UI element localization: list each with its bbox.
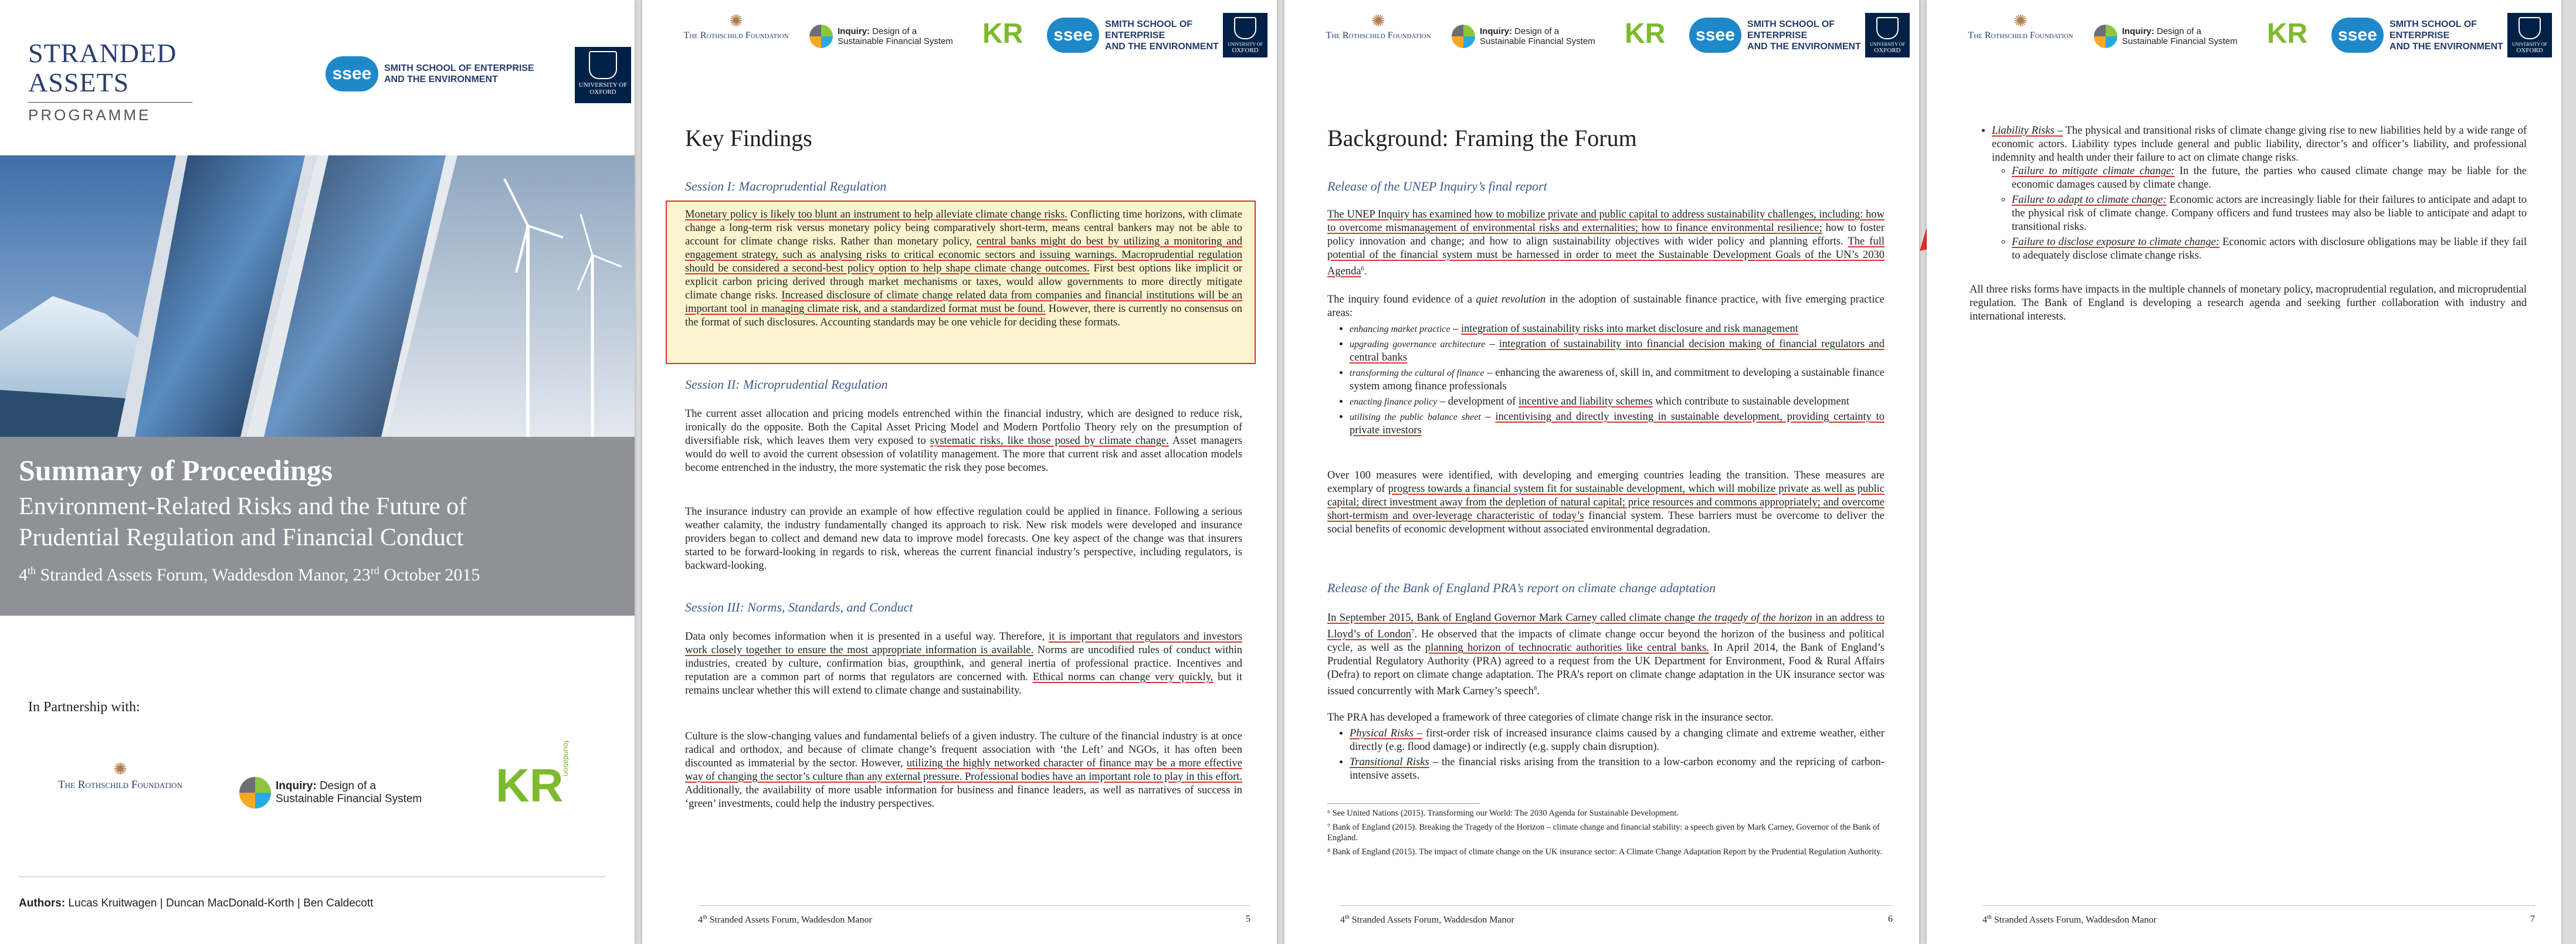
rothschild-logo: ✺ The Rothschild Foundation xyxy=(1320,13,1437,41)
footer-label: 4th Stranded Assets Forum, Waddesdon Manor xyxy=(1340,914,1514,925)
list-item: • transforming the cultural of finance – enhancing the awareness of, skill in, and commitment to developing a sustainable finance system among finance professionals xyxy=(1350,366,1884,393)
section-heading-3: Session III: Norms, Standards, and Conduct xyxy=(685,600,913,614)
partnership-label: In Partnership with: xyxy=(28,699,140,715)
section-heading-boe: Release of the Bank of England PRA’s report on climate change adaptation xyxy=(1327,580,1716,595)
inquiry-circle-icon xyxy=(2094,25,2117,48)
inquiry-logo: Inquiry: Design of a Sustainable Financial System xyxy=(809,25,953,48)
footnote-7: ⁷ Bank of England (2015). Breaking the Tragedy of the Horizon – climate change and financial stability: a speech given by Mark Carney, Governor of the Bank of England. xyxy=(1327,823,1880,843)
list-item: • utilising the public balance sheet – incentivising and directly investing in sustainable development, providing certainty to private investors xyxy=(1350,410,1884,437)
programme-subtitle: PROGRAMME xyxy=(28,106,151,124)
conclusion-paragraph: All three risks forms have impacts in the multiple channels of monetary policy, macroprudential regulation, and microprudential regulation. The Bank of England is developing a research agenda and seeking further collaboration with industry and international interests. xyxy=(1970,284,2527,322)
footnote-6: ⁶ See United Nations (2015). Transforming our World: The 2030 Agenda for Sustainable Development. xyxy=(1327,809,1679,818)
session-1-findings: Monetary policy is likely too blunt an instrument to help alleviate climate change risks. Conflicting time horizons, with climate change a long-term risk versus monetary policy being comparatively short-term, means central bankers may not be able to account for climate change risks. Rather than monetary policy, central banks might do best by utilizing a monitoring and engagement strategy, such as analysing risks to critical economic sectors and issuing warnings. Macroprudential regulation should be considered a second-best policy option to help shape climate change outcomes. First best options like implicit or explicit carbon pricing derived through market mechanisms or taxes, would allow governments to more directly mitigate climate change risks. Increased disclosure of climate change related data from companies and financial institutions will be an important tool in managing climate risk, and a standardized format must be found. However, there is currently no consensus on the format of such disclosures. Accounting standards may be one vehicle for deciding these formats. xyxy=(685,209,1243,328)
quiet-revolution-paragraph: The inquiry found evidence of a quiet revolution in the adoption of sustainable finance practice, with five emerging practice areas: xyxy=(1327,294,1884,319)
cover-page xyxy=(0,0,635,944)
page-liability-risks xyxy=(1927,0,2561,944)
authors-line: Authors: Lucas Kruitwagen | Duncan MacDonald-Korth | Ben Caldecott xyxy=(19,897,374,909)
list-item: ◦ Failure to adapt to climate change: Economic actors are increasingly liable for their failures to anticipate and adapt to the physical risk of climate change. Company officers and fund trustees may also be liable to anticipate and adapt to transitional risks. xyxy=(2012,193,2527,234)
list-item: • enhancing market practice – integration of sustainability risks into market disclosure and risk management xyxy=(1350,322,1884,336)
session-2-paragraph-1: The current asset allocation and pricing models entrenched within the financial industry, which are designed to reduce risk, ironically do the opposite. Both the Capital Asset Pricing Model and Modern Portfolio Theory rely on the presumption of diversifiable risk, which leaves them very exposed to systematic risks, like those posed by climate change. Asset managers would do well to avoid the current obsession of volatility management. The more that current risk and asset allocation models become entrenched in the industry, the more systematic the risk they pose becomes. xyxy=(685,408,1242,474)
oxford-crest-icon: UNIVERSITY OF OXFORD xyxy=(1223,13,1267,57)
cover-subtitle-line2: Prudential Regulation and Financial Conduct xyxy=(19,524,464,551)
liability-risks-list xyxy=(1970,124,2527,264)
rothschild-star-icon: ✺ xyxy=(729,12,743,30)
list-item: • enacting finance policy – development of incentive and liability schemes which contribute to sustainable development xyxy=(1350,395,1884,409)
list-item: ◦ Failure to disclose exposure to climate change: Economic actors with disclosure obligations may be liable if they fail to adequately disclose climate change risks. xyxy=(2012,236,2527,263)
list-item: • Transitional Risks – the financial risks arising from the transition to a low-carbon economy and the repricing of carbon-intensive assets. xyxy=(1350,756,1884,783)
page-footer xyxy=(1982,905,2535,925)
page-key-findings xyxy=(642,0,1277,944)
page-footer xyxy=(1340,905,1893,925)
section-heading-2: Session II: Microprudential Regulation xyxy=(685,377,888,392)
ssee-logo-group: ssee SMITH SCHOOL OF ENTERPRISE AND THE ENVIRONMENT xyxy=(2331,18,2538,53)
ssee-logo-group xyxy=(326,56,534,91)
cover-photo-illustration xyxy=(0,155,635,437)
page-number: 6 xyxy=(1888,914,1893,924)
oxford-label: UNIVERSITY OF OXFORD xyxy=(578,82,628,96)
ssee-logo-icon: ssee xyxy=(326,56,378,91)
rothschild-name: The Rothschild Foundation xyxy=(58,779,182,791)
risk-categories-list xyxy=(1327,727,1884,785)
session-3-paragraph-1: Data only becomes information when it is presented in a useful way. Therefore, it is important that regulators and investors work closely together to ensure the most appropriate information is available. Norms are uncodified rules of conduct within industries, created by culture, confirmation bias, groupthink, and general inertia of professional practice. Incentives and reputation are a common part of norms that regulators are concerned with. Ethical norms can change very quickly, but it remains unclear whether this will extend to climate change and sustainability. xyxy=(685,631,1243,697)
page-background xyxy=(1284,0,1919,944)
rothschild-star-icon: ✺ xyxy=(2014,12,2028,30)
ssee-logo-icon: ssee xyxy=(1047,18,1099,53)
page-footer xyxy=(698,905,1250,925)
programme-title-line1: STRANDED xyxy=(28,38,177,68)
footer-label: 4th Stranded Assets Forum, Waddesdon Manor xyxy=(698,914,872,925)
page-number: 5 xyxy=(1246,914,1250,924)
oxford-crest-icon xyxy=(575,47,631,103)
ssee-name-line2: AND THE ENVIRONMENT xyxy=(384,74,498,84)
ssee-logo-icon: ssee xyxy=(2331,18,2384,53)
oxford-crest-icon: UNIVERSITY OF OXFORD xyxy=(2507,13,2552,57)
practice-areas-list xyxy=(1327,322,1884,439)
oxford-crest-icon: UNIVERSITY OF OXFORD xyxy=(1865,13,1910,57)
list-item: • Physical Risks – first-order risk of increased insurance claims caused by a changing climate and extreme weather, either directly (e.g. flood damage) or indirectly (e.g. supply chain disruption). xyxy=(1350,727,1884,754)
page-title: Key Findings xyxy=(685,125,812,151)
measures-paragraph: Over 100 measures were identified, with developing and emerging countries leading the transition. These measures are exemplary of progress towards a financial system fit for sustainable development, which will mobilize private as well as public capital; direct investment away from the depletion of natural capital; price resources and commons appropriately; and overcome short-termism and over-leverage characteristic of today’s financial system. These barriers must be overcome to deliver the social benefits of economic development without associated environmental degradation. xyxy=(1327,470,1884,535)
footnotes xyxy=(1327,808,1884,857)
page-number: 7 xyxy=(2530,914,2535,924)
page-header-logos xyxy=(1962,12,2547,60)
rothschild-star-icon: ✺ xyxy=(113,760,127,779)
ssee-logo-group: ssee SMITH SCHOOL OF ENTERPRISE AND THE ENVIRONMENT xyxy=(1689,18,1896,53)
ssee-name-line1: SMITH SCHOOL OF ENTERPRISE xyxy=(384,63,534,73)
inquiry-circle-icon xyxy=(1452,25,1475,48)
page-header-logos xyxy=(1320,12,1905,60)
rothschild-star-icon: ✺ xyxy=(1371,12,1385,30)
cover-photo-collage xyxy=(0,155,635,437)
pra-framework-paragraph: The PRA has developed a framework of three categories of climate change risk in the insurance sector. xyxy=(1327,712,1774,724)
inquiry-logo: Inquiry: Design of a Sustainable Financial System xyxy=(2094,25,2238,48)
kr-foundation-logo: KR xyxy=(1625,18,1666,49)
cover-subtitle-line1: Environment-Related Risks and the Future of xyxy=(19,493,467,520)
cover-title-band xyxy=(0,437,635,616)
unep-paragraph: The UNEP Inquiry has examined how to mobilize private and public capital to address sustainability challenges, including: how to overcome mismanagement of environmental risks and externalities; how to finance environmental resilience; how to foster policy innovation and change; and how to align sustainability objectives with wider policy and planning efforts. The full potential of the financial system must be harnessed in order to meet the Sustainable Development Goals of the UN’s 2030 Agenda$^6$. xyxy=(1327,209,1885,278)
kr-foundation-logo: KR xyxy=(982,18,1023,49)
boe-paragraph: In September 2015, Bank of England Governor Mark Carney called climate change the tragedy of the horizon in an address to Lloyd’s of London$^7$. He observed that the impacts of climate change occur beyond the horizon of the business and political cycle, as well as the planning horizon of technocratic authorities like central banks. In April 2014, the Bank of England’s Prudential Regulatory Authority (PRA) agreed to a request from the UK Department for Environment, Food & Rural Affairs (Defra) to report on climate change adaptation. The PRA’s report on climate change adaptation in the UK insurance sector was issued concurrently with Mark Carney’s speech$^8$. xyxy=(1327,612,1884,698)
list-item: • upgrading governance architecture – integration of sustainability into financial decision making of financial regulators and central banks xyxy=(1350,338,1884,365)
kr-foundation-logo: KR foundation xyxy=(496,741,571,811)
inquiry-logo: Inquiry: Design of a Sustainable Financial System xyxy=(1452,25,1595,48)
rothschild-logo xyxy=(32,761,208,792)
rothschild-logo: ✺ The Rothschild Foundation xyxy=(1962,13,2079,41)
section-heading-1: Session I: Macroprudential Regulation xyxy=(685,179,887,193)
ssee-logo-icon: ssee xyxy=(1689,18,1741,53)
inquiry-circle-icon xyxy=(239,777,271,809)
footnote-8: ⁸ Bank of England (2015). The impact of climate change on the UK insurance sector: A Climate Change Adaptation Report by the Prudential Regulation Authority. xyxy=(1327,847,1883,857)
forum-date: 4th Stranded Assets Forum, Waddesdon Manor, 23rd October 2015 xyxy=(19,565,480,585)
programme-title-line2: ASSETS xyxy=(28,67,130,97)
page-header-logos xyxy=(677,12,1263,60)
inquiry-circle-icon xyxy=(809,25,833,48)
session-3-paragraph-2: Culture is the slow-changing values and fundamental beliefs of a given industry. The culture of the financial industry is at once radical and orthodox, and because of climate change’s frequent association with ‘the Left’ and NGOs, it has often been discounted as immaterial by the sector. However, utilizing the highly networked character of finance may be a more effective way of changing the sector’s culture than any external pressure. Professional bodies have an important role to play in this effort. Additionally, the availability of more usable information for business and finance leaders, as well as narratives of success in ‘green’ investments, could help the industry perspectives. xyxy=(685,731,1242,810)
section-heading-unep: Release of the UNEP Inquiry’s final report xyxy=(1327,179,1547,193)
footer-label: 4th Stranded Assets Forum, Waddesdon Manor xyxy=(1982,914,2157,925)
kr-foundation-logo: KR xyxy=(2267,18,2308,49)
session-2-paragraph-2: The insurance industry can provide an example of how effective regulation could be applied in finance. Following a serious weather calamity, the industry fundamentally changed its approach to risk. New risk models were developed and insurance providers began to collect and demand new data to improve model forecasts. One key aspect of the change was that insurers started to be forward-looking in regards to risk, whereas the current financial industry’s perspective, including regulators, is backward-looking. xyxy=(685,506,1242,572)
programme-wordmark xyxy=(28,39,192,124)
page-title: Background: Framing the Forum xyxy=(1327,125,1637,151)
rothschild-logo: ✺ The Rothschild Foundation xyxy=(677,13,795,41)
ssee-logo-group: ssee SMITH SCHOOL OF ENTERPRISE AND THE ENVIRONMENT xyxy=(1047,18,1253,53)
list-item: ◦ Failure to mitigate climate change: In the future, the parties who caused climate change may be liable for the economic damages caused by climate change. xyxy=(2012,165,2527,192)
inquiry-logo: Inquiry: Design of a Sustainable Financial System xyxy=(239,777,422,809)
list-item: • Liability Risks – The physical and transitional risks of climate change giving rise to new liabilities held by a wide range of economic actors. Liability types include general and public liability, director’s and officer’s liability, and professional indemnity and health under their failure to act on climate change risks. ◦ Failure to mitigate climate change: In the future, the parties who caused climate change may be liable for the economic damages caused by climate change. ◦ Failure to adapt to climate change: Economic actors are increasingly liable for their failures to anticipate and adapt to the physical risk of climate change. Company officers and fund trustees may also be liable to anticipate and adapt to transitional risks. ◦ Failure to disclose exposure to climate change: Economic actors with disclosure obligations may be liable if they fail to adequately disclose climate change risks. xyxy=(1992,124,2527,263)
summary-title: Summary of Proceedings xyxy=(19,454,333,487)
